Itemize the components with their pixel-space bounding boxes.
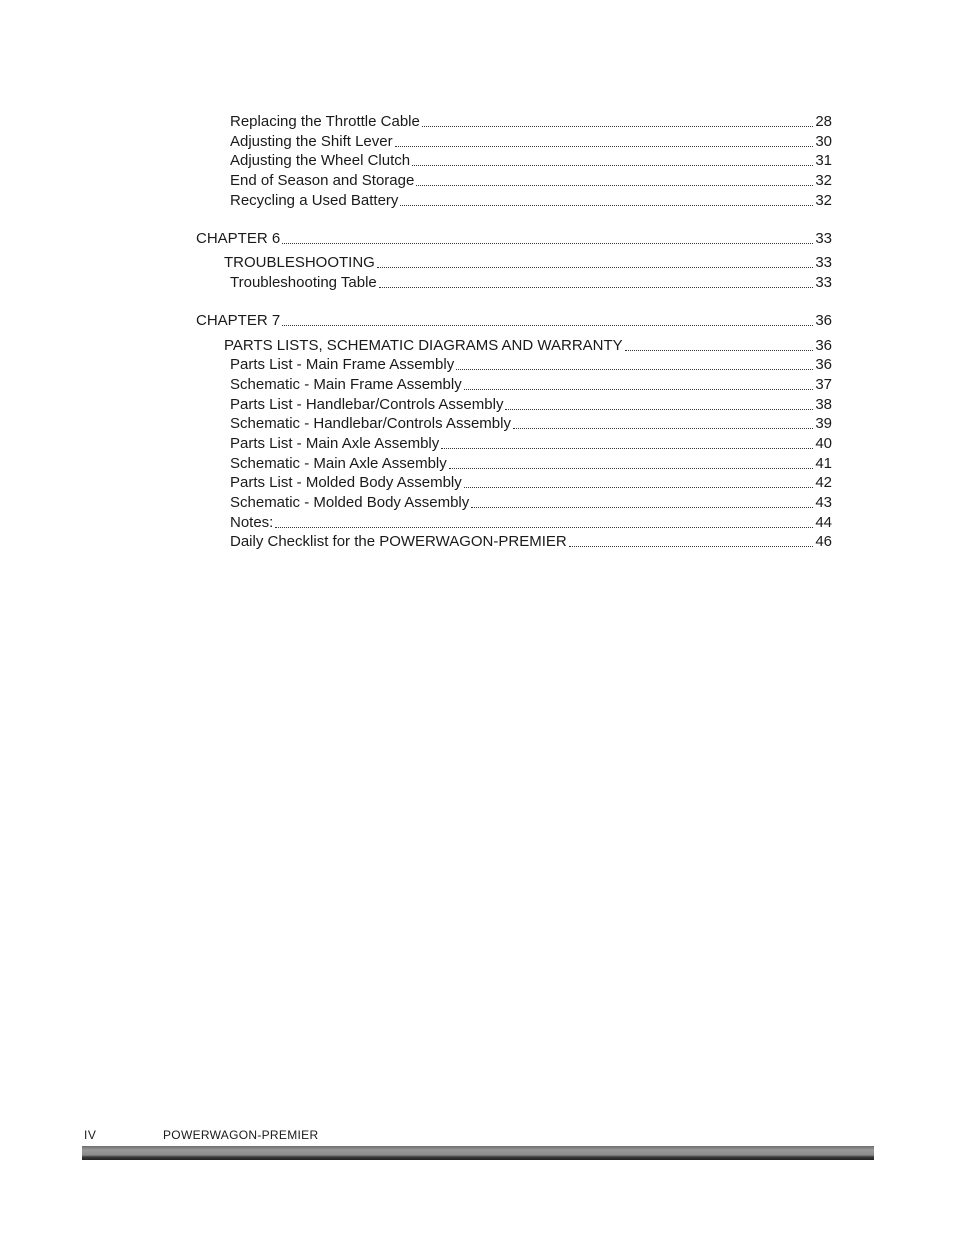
toc-chapter-entry[interactable] <box>196 311 832 331</box>
toc-dot-leader <box>456 369 813 370</box>
toc-entry-page: 43 <box>815 494 832 511</box>
toc-entry-label: CHAPTER 6 <box>196 230 281 247</box>
toc-entry-label: Parts List - Handlebar/Controls Assembly <box>230 396 504 413</box>
toc-entry-label: PARTS LISTS, SCHEMATIC DIAGRAMS AND WARRANTY <box>224 337 623 354</box>
toc-dot-leader <box>377 267 813 268</box>
toc-entry-label: Notes: <box>230 514 274 531</box>
toc-entry-label: Schematic - Main Axle Assembly <box>230 455 447 472</box>
toc-entry-label: Recycling a Used Battery <box>230 192 399 209</box>
toc-entry-page: 31 <box>815 152 832 169</box>
toc-dot-leader <box>441 448 813 449</box>
footer-rule <box>82 1146 874 1160</box>
toc-entry-label: CHAPTER 7 <box>196 312 281 329</box>
toc-dot-leader <box>625 350 814 351</box>
toc-dot-leader <box>379 287 814 288</box>
toc-entry[interactable] <box>230 493 832 513</box>
toc-entry[interactable] <box>230 191 832 211</box>
toc-entry-page: 36 <box>815 337 832 354</box>
toc-entry[interactable] <box>230 454 832 474</box>
toc-entry[interactable] <box>230 434 832 454</box>
toc-entry-page: 44 <box>815 514 832 531</box>
toc-entry-page: 40 <box>815 435 832 452</box>
toc-dot-leader <box>449 468 814 469</box>
toc-entry-label: Adjusting the Wheel Clutch <box>230 152 411 169</box>
toc-dot-leader <box>464 487 814 488</box>
toc-dot-leader <box>569 546 814 547</box>
toc-entry[interactable] <box>230 355 832 375</box>
toc-entry-page: 39 <box>815 415 832 432</box>
toc-dot-leader <box>422 126 813 127</box>
toc-entry-label: Parts List - Molded Body Assembly <box>230 474 462 491</box>
toc-dot-leader <box>464 389 814 390</box>
toc-chapter-entry[interactable] <box>196 229 832 249</box>
toc-entry[interactable] <box>230 375 832 395</box>
toc-entry-label: Schematic - Handlebar/Controls Assembly <box>230 415 511 432</box>
toc-entry-label: Troubleshooting Table <box>230 274 377 291</box>
toc-entry[interactable] <box>230 112 832 132</box>
toc-entry-page: 32 <box>815 192 832 209</box>
toc-entry[interactable] <box>230 395 832 415</box>
toc-entry-label: Daily Checklist for the POWERWAGON-PREMIER <box>230 533 567 550</box>
toc-entry-page: 33 <box>815 254 832 271</box>
toc-dot-leader <box>282 243 813 244</box>
toc-section-entry[interactable] <box>224 253 832 273</box>
toc-dot-leader <box>282 325 813 326</box>
toc-dot-leader <box>395 146 814 147</box>
footer-page-number: IV <box>84 1128 97 1142</box>
toc-entry-label: Replacing the Throttle Cable <box>230 113 420 130</box>
toc-entry[interactable] <box>230 473 832 493</box>
toc-entry[interactable] <box>230 513 832 533</box>
toc-entry-page: 30 <box>815 133 832 150</box>
toc-entry-page: 36 <box>815 356 832 373</box>
toc-entry-label: End of Season and Storage <box>230 172 415 189</box>
toc-entry-page: 46 <box>815 533 832 550</box>
toc-dot-leader <box>505 409 813 410</box>
toc-entry[interactable] <box>230 532 832 552</box>
toc-dot-leader <box>513 428 813 429</box>
toc-entry-page: 37 <box>815 376 832 393</box>
toc-dot-leader <box>400 205 813 206</box>
toc-dot-leader <box>416 185 813 186</box>
toc-entry-label: Schematic - Molded Body Assembly <box>230 494 470 511</box>
toc-entry-label: Adjusting the Shift Lever <box>230 133 393 150</box>
toc-dot-leader <box>275 527 813 528</box>
toc-entry-label: Parts List - Main Axle Assembly <box>230 435 440 452</box>
toc-entry-page: 41 <box>815 455 832 472</box>
toc-dot-leader <box>471 507 813 508</box>
toc-entry-label: TROUBLESHOOTING <box>224 254 375 271</box>
toc-entry-page: 33 <box>815 230 832 247</box>
toc-section-entry[interactable] <box>224 336 832 356</box>
toc-entry-page: 28 <box>815 113 832 130</box>
toc-entry[interactable] <box>230 151 832 171</box>
toc-entry-page: 42 <box>815 474 832 491</box>
toc-dot-leader <box>412 165 813 166</box>
toc-entry[interactable] <box>230 273 832 293</box>
toc-entry-page: 36 <box>815 312 832 329</box>
toc-entry-page: 38 <box>815 396 832 413</box>
toc-entry-page: 32 <box>815 172 832 189</box>
toc-entry[interactable] <box>230 171 832 191</box>
toc-entry[interactable] <box>230 414 832 434</box>
footer-document-title: POWERWAGON-PREMIER <box>163 1128 319 1142</box>
toc-entry-label: Schematic - Main Frame Assembly <box>230 376 462 393</box>
toc-entry[interactable] <box>230 132 832 152</box>
toc-entry-label: Parts List - Main Frame Assembly <box>230 356 455 373</box>
toc-entry-page: 33 <box>815 274 832 291</box>
